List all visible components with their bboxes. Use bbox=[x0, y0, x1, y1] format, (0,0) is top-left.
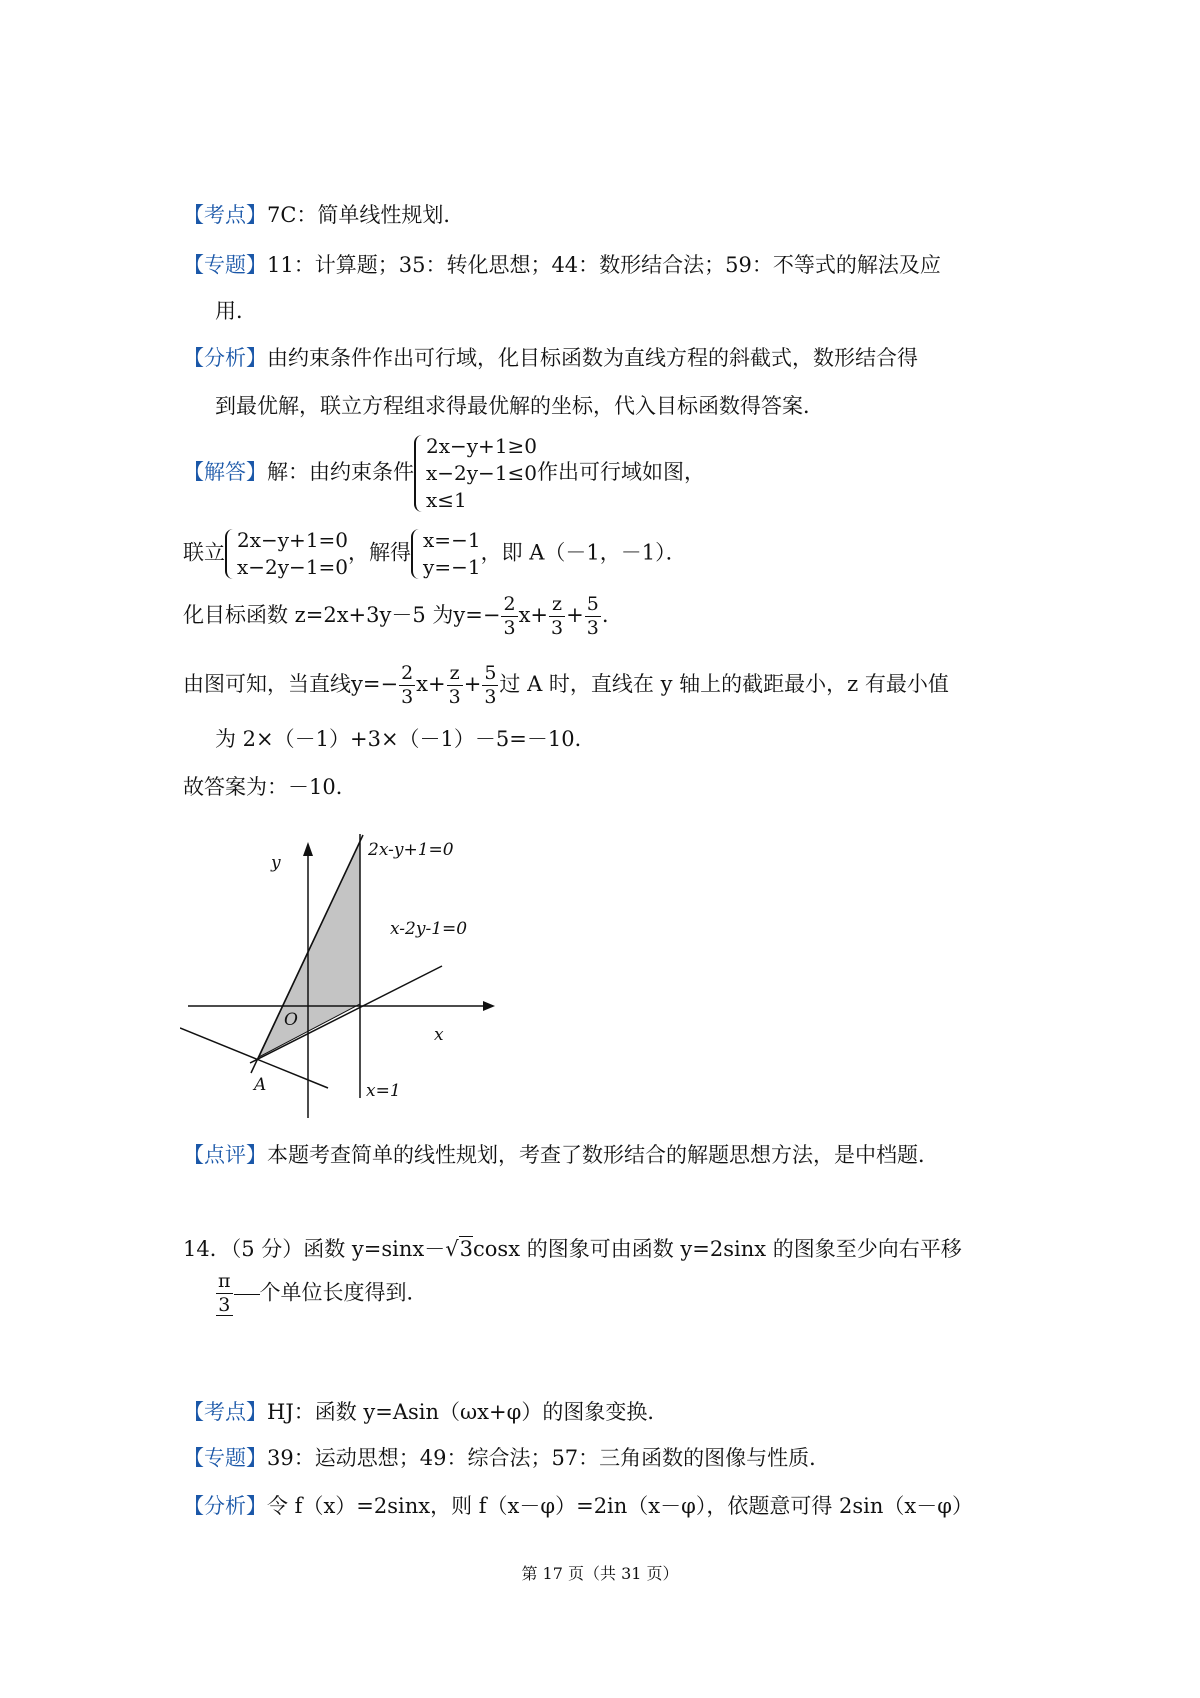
point-a-text: ，即 A（－1，－1）． bbox=[480, 540, 687, 565]
fenxi-cont: 到最优解，联立方程组求得最优解的坐标，代入目标函数得答案． bbox=[215, 394, 824, 418]
transform-line bbox=[183, 595, 609, 638]
eq1-frac-3: $\frac{5}{3}$ bbox=[586, 593, 599, 639]
figure-post: 过 A 时，直线在 y 轴上的截距最小，z 有最小值 bbox=[499, 672, 949, 696]
kaodian2-line bbox=[183, 1400, 668, 1425]
q14-answer-line bbox=[215, 1272, 428, 1316]
zhuanti2-tag: 【专题】 bbox=[183, 1446, 267, 1470]
kaodian-tag: 【考点】 bbox=[183, 203, 267, 227]
min-value: 为 2×（－1）+3×（－1）－5=－10． bbox=[215, 727, 596, 751]
fenxi2-text: 令 f（x）=2sinx，则 f（x－φ）=2in（x－φ），依题意可得 2sin（x－φ） bbox=[267, 1494, 973, 1518]
point-a-label: A bbox=[254, 1075, 267, 1095]
figure-pre: 由图可知，当直线 bbox=[183, 672, 351, 696]
eq1-y: y=− bbox=[453, 603, 501, 627]
dianping-tag: 【点评】 bbox=[183, 1143, 267, 1167]
constraint-1: 2x−y+1≥0 bbox=[426, 434, 538, 458]
eq1-frac-2: $\frac{z}{3}$ bbox=[551, 593, 564, 639]
jieda-tag: 【解答】 bbox=[183, 460, 267, 484]
transform-pre: 化目标函数 z=2x+3y－5 为 bbox=[183, 603, 454, 627]
q14-line: 14．（5 分）函数 y=sinx－√3cosx 的图象可由函数 y=2sinx 的图象至少向右平移 bbox=[183, 1237, 962, 1261]
kaodian2-text: HJ：函数 y=Asin（ωx+φ）的图象变换． bbox=[267, 1400, 669, 1424]
eq2-x: x+ bbox=[416, 672, 446, 696]
eq1-end: . bbox=[601, 603, 609, 627]
solution-y: y=−1 bbox=[423, 555, 481, 579]
q14-answer-frac: $\frac{\pi}{3}$ bbox=[218, 1270, 231, 1316]
jieda-line bbox=[183, 433, 705, 514]
constraint-system bbox=[414, 433, 537, 514]
y-axis-arrow-icon bbox=[303, 842, 313, 856]
solution-system bbox=[411, 527, 481, 581]
q14-text2: cosx 的图象可由函数 y=2sinx 的图象至少向右平移 bbox=[473, 1237, 962, 1261]
origin-label: O bbox=[284, 1010, 298, 1030]
x-axis-label: x bbox=[434, 1025, 444, 1045]
zhuanti-tag: 【专题】 bbox=[183, 253, 267, 277]
answer-line: 故答案为：－10． bbox=[183, 775, 357, 799]
page-footer: 第 17 页（共 31 页） bbox=[521, 1564, 679, 1583]
dianping-text: 本题考查简单的线性规划，考查了数形结合的解题思想方法，是中档题． bbox=[267, 1143, 939, 1167]
eq2-frac-2: $\frac{z}{3}$ bbox=[448, 662, 461, 708]
fenxi-tag: 【分析】 bbox=[183, 346, 267, 370]
zhuanti2-text: 39：运动思想；49：综合法；57：三角函数的图像与性质． bbox=[267, 1446, 831, 1470]
zhuanti-text: 11：计算题；35：转化思想；44：数形结合法；59：不等式的解法及应 bbox=[267, 253, 941, 277]
eq2-frac-3: $\frac{5}{3}$ bbox=[484, 662, 497, 708]
lianli-eq-2: x−2y−1=0 bbox=[237, 555, 349, 579]
figure-line bbox=[183, 664, 949, 707]
eq1-frac-1: $\frac{2}{3}$ bbox=[503, 593, 516, 639]
fenxi-line bbox=[183, 346, 918, 371]
zhuanti2-line bbox=[183, 1446, 830, 1471]
constraint-2: x−2y−1≤0 bbox=[426, 461, 538, 485]
line3-label: x=1 bbox=[366, 1081, 401, 1101]
fenxi-text: 由约束条件作出可行域，化目标函数为直线方程的斜截式，数形结合得 bbox=[267, 346, 918, 370]
lianli-pre: 联立 bbox=[183, 540, 225, 565]
eq2-plus: + bbox=[463, 672, 482, 696]
dianping-line bbox=[183, 1143, 939, 1168]
q14-sqrt: 3 bbox=[459, 1237, 474, 1261]
kaodian2-tag: 【考点】 bbox=[183, 1400, 267, 1424]
q14-text: 14．（5 分）函数 y=sinx－ bbox=[183, 1237, 446, 1261]
answer-blank bbox=[234, 1294, 260, 1295]
eq1-x: x+ bbox=[518, 603, 549, 627]
zhuanti-cont: 用． bbox=[215, 299, 257, 323]
y-axis-label: y bbox=[271, 853, 281, 873]
eq1-plus: + bbox=[566, 603, 584, 627]
x-axis-arrow-icon bbox=[483, 1001, 495, 1011]
lianli-eq-1: 2x−y+1=0 bbox=[237, 528, 349, 552]
feasible-region-graph bbox=[180, 828, 500, 1118]
solution-x: x=−1 bbox=[423, 528, 481, 552]
zhuanti-line bbox=[183, 253, 941, 278]
line1-label: 2x-y+1=0 bbox=[368, 840, 454, 860]
jieda-post: 作出可行域如图， bbox=[537, 460, 706, 484]
lianli-line bbox=[183, 527, 687, 581]
fenxi2-tag: 【分析】 bbox=[183, 1494, 267, 1518]
kaodian-text: 7C：简单线性规划． bbox=[267, 203, 465, 227]
kaodian-line bbox=[183, 203, 464, 228]
q14-tail: 个单位长度得到． bbox=[259, 1280, 428, 1305]
lianli-system bbox=[225, 527, 348, 581]
eq2-frac-1: $\frac{2}{3}$ bbox=[401, 662, 414, 708]
jieda-pre: 解：由约束条件 bbox=[267, 460, 414, 484]
fenxi2-line bbox=[183, 1494, 973, 1519]
line2-label: x-2y-1=0 bbox=[390, 919, 468, 939]
eq2-y: y=− bbox=[351, 672, 399, 696]
constraint-3: x≤1 bbox=[426, 488, 467, 512]
jiede-text: ，解得 bbox=[348, 540, 412, 565]
